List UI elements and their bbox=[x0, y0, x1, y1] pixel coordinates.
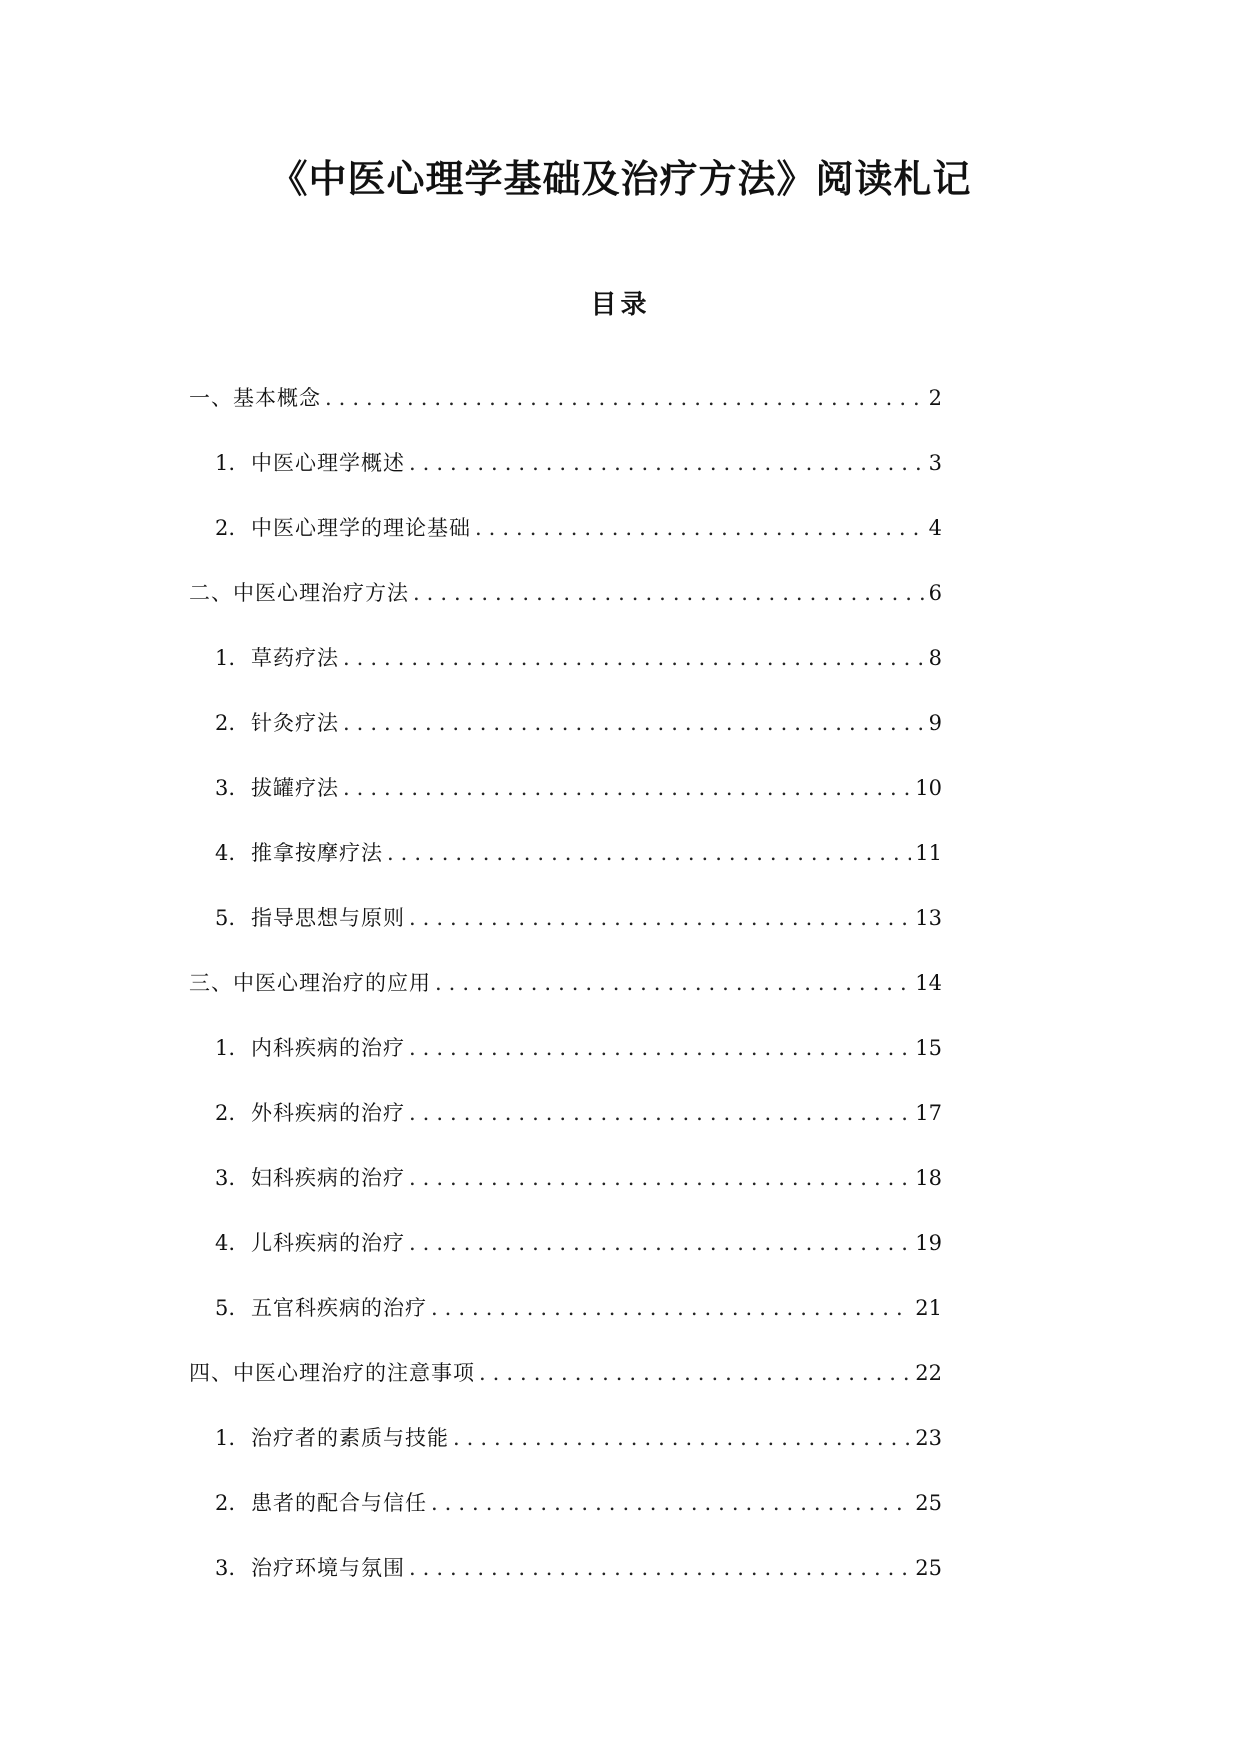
toc-dot-leader bbox=[475, 510, 925, 546]
toc-entry[interactable] bbox=[215, 835, 942, 871]
toc-dot-leader bbox=[453, 1420, 911, 1456]
toc-entry-number: 2. bbox=[215, 711, 236, 735]
toc-entry[interactable] bbox=[215, 900, 942, 936]
toc-entry-number: 1. bbox=[215, 1426, 236, 1450]
toc-entry[interactable] bbox=[215, 1030, 942, 1066]
toc-entry-title: 四、中医心理治疗的注意事项 bbox=[189, 1361, 475, 1385]
toc-entry-title: 外科疾病的治疗 bbox=[251, 1101, 405, 1125]
toc-entry-page: 19 bbox=[915, 1231, 942, 1255]
toc-entry-title: 中医心理学概述 bbox=[251, 451, 405, 475]
toc-entry-number: 1. bbox=[215, 1036, 236, 1060]
toc-entry-number: 4. bbox=[215, 1231, 236, 1255]
toc-entry[interactable] bbox=[215, 1485, 942, 1521]
toc-entry-number: 5. bbox=[215, 906, 236, 930]
toc-entry-number: 3. bbox=[215, 1556, 236, 1580]
toc-entry[interactable] bbox=[215, 445, 942, 481]
toc-dot-leader bbox=[409, 445, 925, 481]
toc-dot-leader bbox=[343, 640, 925, 676]
toc-entry[interactable] bbox=[215, 770, 942, 806]
toc-entry-page: 25 bbox=[915, 1491, 942, 1515]
toc-entry-title: 二、中医心理治疗方法 bbox=[189, 581, 409, 605]
toc-dot-leader bbox=[343, 705, 925, 741]
toc-entry-number: 1. bbox=[215, 451, 236, 475]
toc-entry-page: 8 bbox=[928, 646, 942, 670]
toc-dot-leader bbox=[409, 1030, 911, 1066]
toc-dot-leader bbox=[431, 1290, 911, 1326]
toc-entry-page: 15 bbox=[915, 1036, 942, 1060]
toc-entry[interactable] bbox=[215, 1095, 942, 1131]
toc-entry[interactable] bbox=[215, 1420, 942, 1456]
toc-entry-page: 2 bbox=[928, 386, 942, 410]
toc-entry-title: 推拿按摩疗法 bbox=[251, 841, 383, 865]
toc-entry-page: 21 bbox=[915, 1296, 942, 1320]
toc-entry-page: 25 bbox=[915, 1556, 942, 1580]
toc-entry-title: 五官科疾病的治疗 bbox=[251, 1296, 427, 1320]
toc-entry-page: 18 bbox=[915, 1166, 942, 1190]
toc-entry[interactable] bbox=[189, 575, 942, 611]
toc-entry-title: 三、中医心理治疗的应用 bbox=[189, 971, 431, 995]
toc-entry-number: 3. bbox=[215, 776, 236, 800]
toc-entry-number: 4. bbox=[215, 841, 236, 865]
toc-heading: 目录 bbox=[590, 290, 651, 320]
toc-entry-page: 6 bbox=[928, 581, 942, 605]
toc-entry-page: 14 bbox=[915, 971, 942, 995]
toc-entry-title: 妇科疾病的治疗 bbox=[251, 1166, 405, 1190]
toc-dot-leader bbox=[409, 1160, 911, 1196]
toc-entry[interactable] bbox=[189, 380, 942, 416]
toc-entry-page: 13 bbox=[915, 906, 942, 930]
toc-entry-title: 拔罐疗法 bbox=[251, 776, 339, 800]
toc-entry[interactable] bbox=[215, 510, 942, 546]
toc-entry[interactable] bbox=[215, 1550, 942, 1586]
toc-entry-page: 22 bbox=[915, 1361, 942, 1385]
toc-entry[interactable] bbox=[215, 640, 942, 676]
toc-entry[interactable] bbox=[215, 705, 942, 741]
toc-dot-leader bbox=[479, 1355, 911, 1391]
toc-dot-leader bbox=[431, 1485, 911, 1521]
toc-entry-number: 2. bbox=[215, 1101, 236, 1125]
toc-entry-page: 9 bbox=[928, 711, 942, 735]
document-title: 《中医心理学基础及治疗方法》阅读札记 bbox=[269, 157, 972, 201]
toc-entry-title: 一、基本概念 bbox=[189, 386, 321, 410]
toc-entry[interactable] bbox=[215, 1290, 942, 1326]
toc-entry-number: 1. bbox=[215, 646, 236, 670]
toc-dot-leader bbox=[435, 965, 911, 1001]
toc-entry-number: 3. bbox=[215, 1166, 236, 1190]
toc-entry-title: 指导思想与原则 bbox=[251, 906, 405, 930]
toc-entry-page: 3 bbox=[928, 451, 942, 475]
toc-entry[interactable] bbox=[189, 965, 942, 1001]
toc-entry-title: 患者的配合与信任 bbox=[251, 1491, 427, 1515]
toc-dot-leader bbox=[409, 900, 911, 936]
toc-entry-page: 10 bbox=[915, 776, 942, 800]
toc-dot-leader bbox=[409, 1550, 911, 1586]
toc-entry-title: 治疗环境与氛围 bbox=[251, 1556, 405, 1580]
toc-entry[interactable] bbox=[189, 1355, 942, 1391]
toc-entry-title: 针灸疗法 bbox=[251, 711, 339, 735]
toc-entry[interactable] bbox=[215, 1160, 942, 1196]
toc-dot-leader bbox=[325, 380, 925, 416]
toc-entry-number: 2. bbox=[215, 1491, 236, 1515]
toc-entry-page: 11 bbox=[915, 841, 942, 865]
toc-dot-leader bbox=[413, 575, 925, 611]
toc-entry-page: 23 bbox=[915, 1426, 942, 1450]
toc-entry-title: 内科疾病的治疗 bbox=[251, 1036, 405, 1060]
toc-entry-page: 17 bbox=[915, 1101, 942, 1125]
toc-entry[interactable] bbox=[215, 1225, 942, 1261]
toc-dot-leader bbox=[343, 770, 911, 806]
toc-dot-leader bbox=[409, 1095, 911, 1131]
toc-entry-title: 草药疗法 bbox=[251, 646, 339, 670]
toc-entry-number: 2. bbox=[215, 516, 236, 540]
toc-entry-page: 4 bbox=[928, 516, 942, 540]
toc-entry-number: 5. bbox=[215, 1296, 236, 1320]
toc-entry-title: 儿科疾病的治疗 bbox=[251, 1231, 405, 1255]
toc-dot-leader bbox=[387, 835, 911, 871]
toc-dot-leader bbox=[409, 1225, 911, 1261]
toc-entry-title: 中医心理学的理论基础 bbox=[251, 516, 471, 540]
toc-entry-title: 治疗者的素质与技能 bbox=[251, 1426, 449, 1450]
